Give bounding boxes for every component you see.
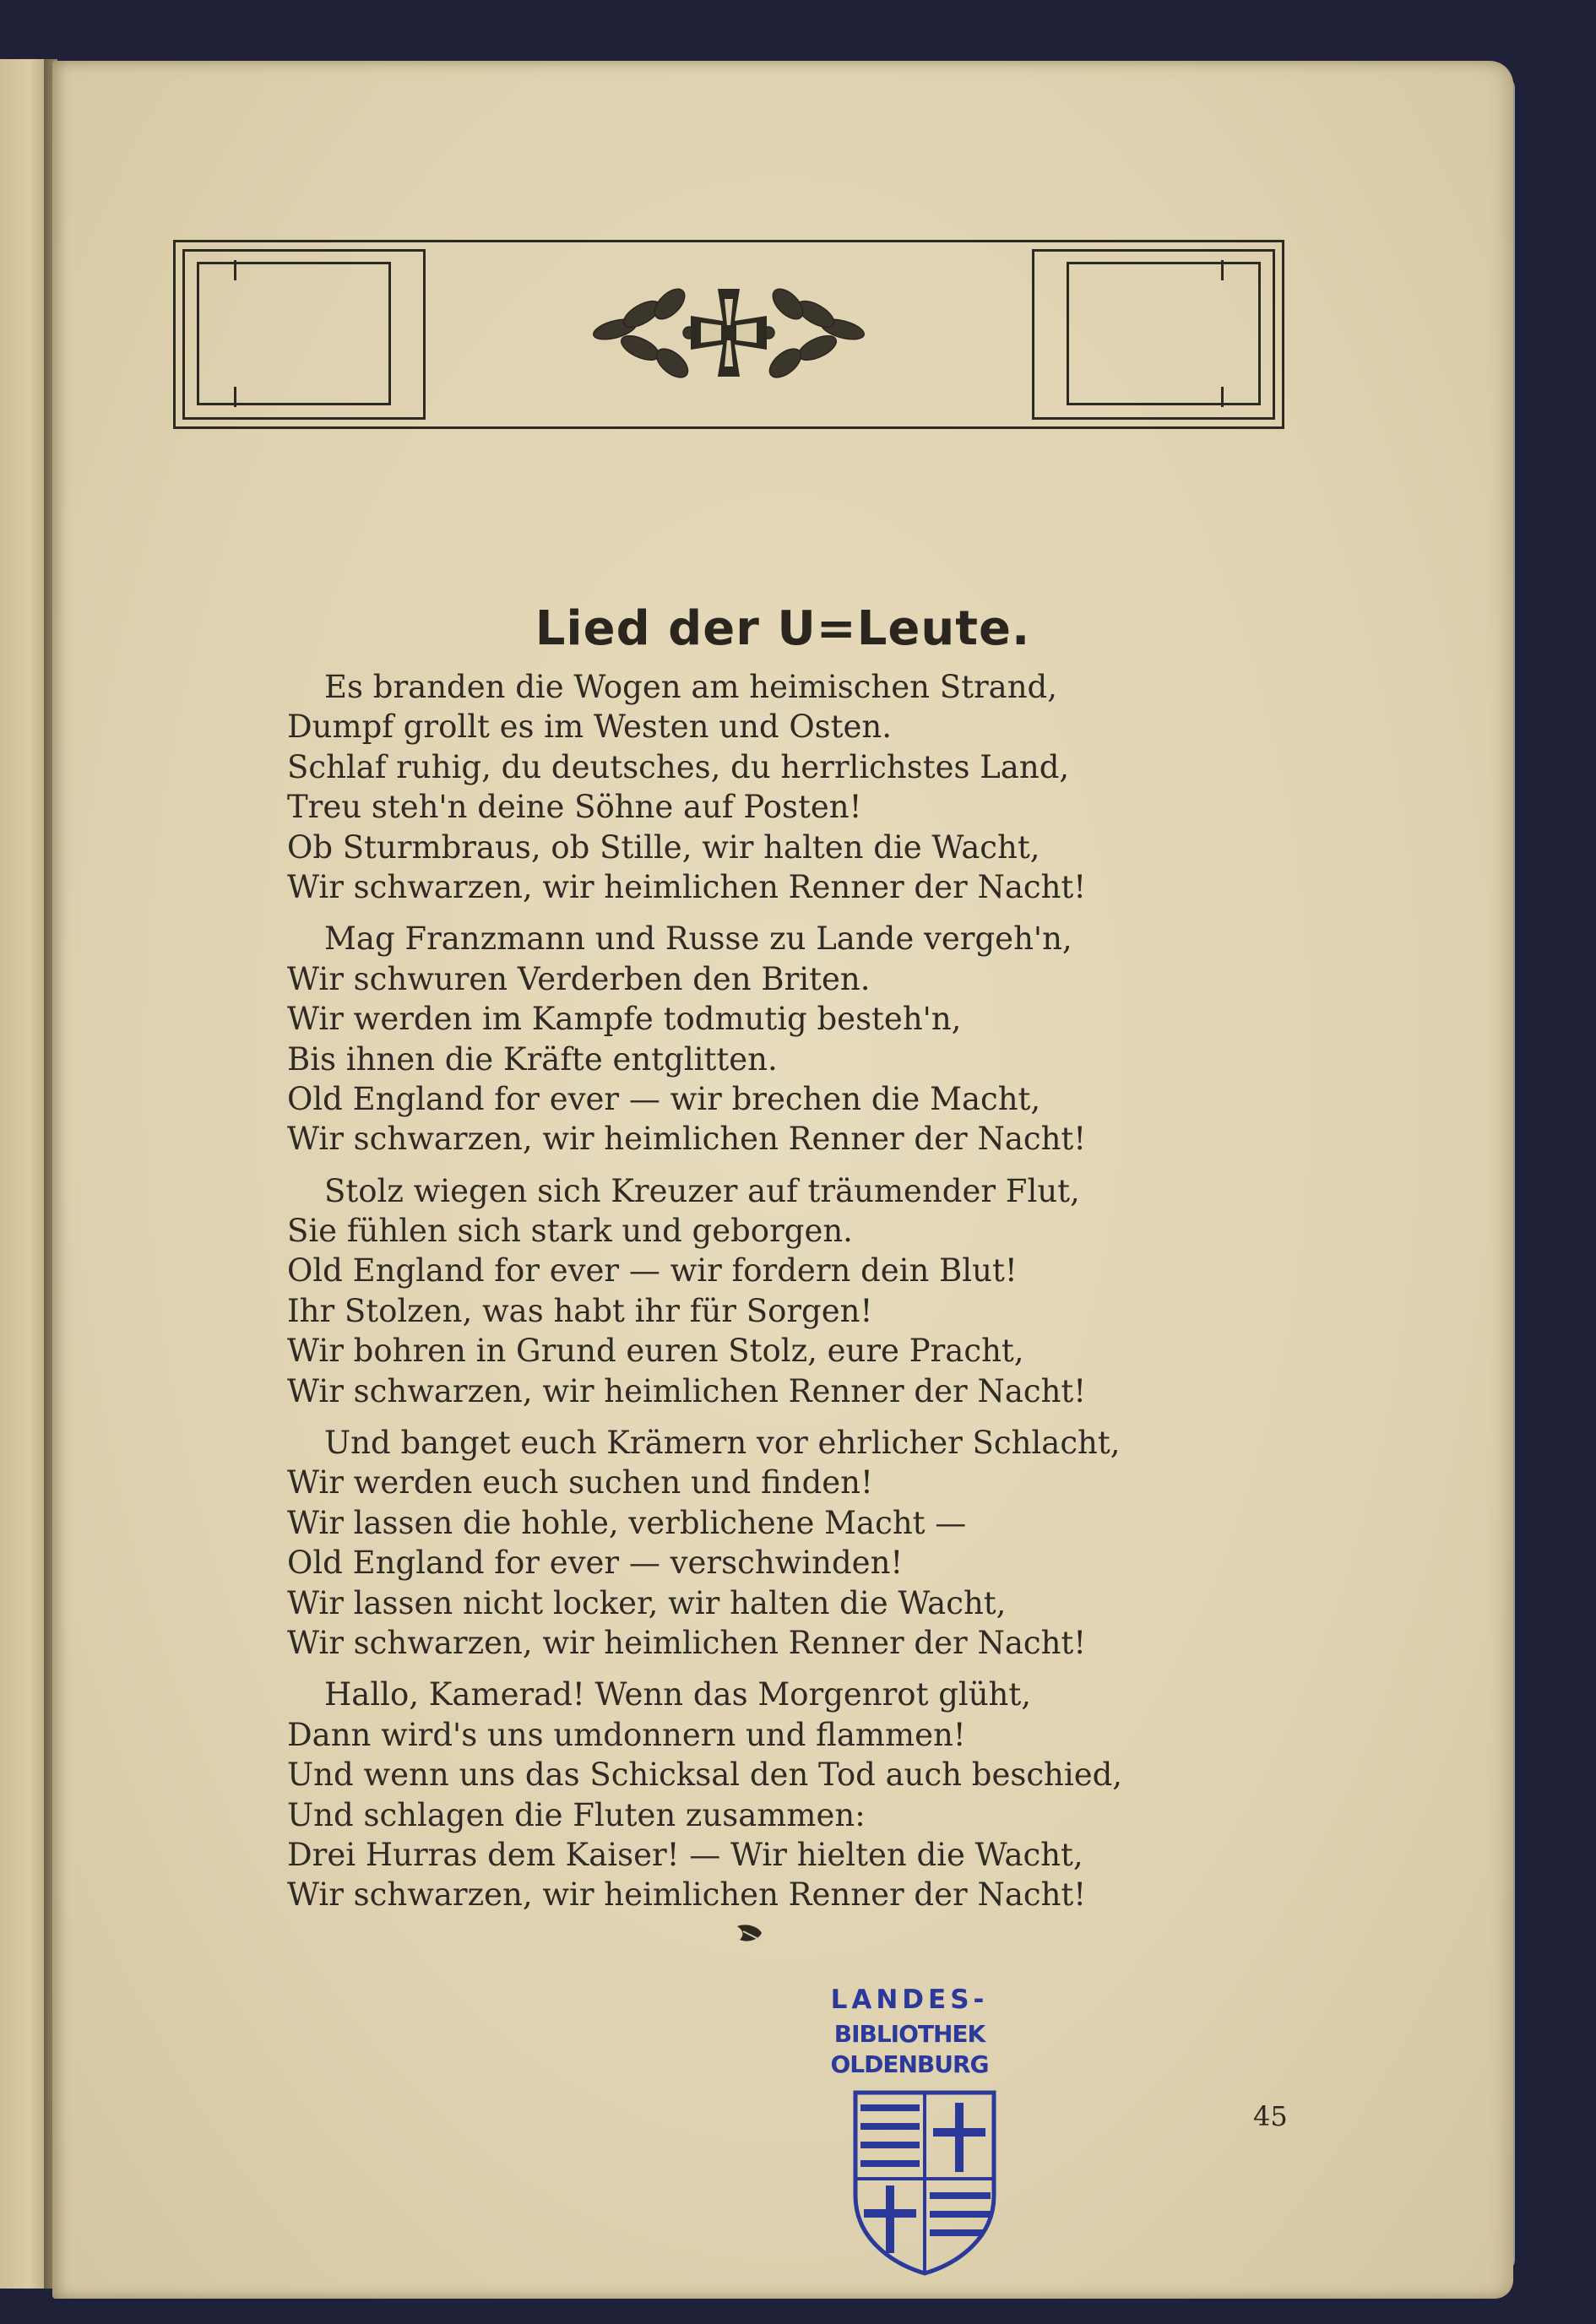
- poem-body: [287, 667, 1351, 1927]
- stanza: [287, 919, 1351, 1159]
- left-bracket-ornament: [182, 249, 426, 420]
- leaf-icon: [735, 1921, 765, 1947]
- stamp-line-1: LANDES-: [830, 1985, 989, 2015]
- right-bracket-inner: [1067, 262, 1261, 405]
- stamp-line-2: BIBLIOTHEK: [833, 2020, 985, 2048]
- poem-line: Wir lassen nicht locker, wir halten die Wacht,: [287, 1584, 1007, 1621]
- poem-line: Drei Hurras dem Kaiser! — Wir hielten die Wacht,: [287, 1836, 1083, 1873]
- poem-line: Bis ihnen die Kräfte entglitten.: [287, 1040, 778, 1078]
- poem-line: Wir werden euch suchen und finden!: [287, 1464, 873, 1501]
- facing-page-edge: [0, 59, 49, 2289]
- decorative-header-frame: [173, 240, 1284, 429]
- poem-line: Sie fühlen sich stark und geborgen.: [287, 1213, 853, 1250]
- iron-cross-oak-wreath-icon: [581, 255, 877, 415]
- stanza: [287, 667, 1351, 907]
- poem-line: Wir schwarzen, wir heimlichen Renner der Nacht!: [287, 1876, 1087, 1914]
- stamp-line-3: OLDENBURG: [830, 2050, 989, 2078]
- poem-line: Wir schwuren Verderben den Briten.: [287, 960, 871, 997]
- poem-line: Wir lassen die hohle, verblichene Macht —: [287, 1504, 967, 1541]
- poem-line: Und banget euch Krämern vor ehrlicher Schlacht,: [324, 1425, 1121, 1462]
- stanza: [287, 1423, 1351, 1663]
- poem-line: Und wenn uns das Schicksal den Tod auch beschied,: [287, 1757, 1123, 1794]
- poem-line: Wir schwarzen, wir heimlichen Renner der Nacht!: [287, 868, 1087, 905]
- poem-line: Treu steh'n deine Söhne auf Posten!: [287, 789, 862, 826]
- poem-line: Stolz wiegen sich Kreuzer auf träumender Flut,: [324, 1172, 1080, 1209]
- poem-line: Hallo, Kamerad! Wenn das Morgenrot glüht,: [324, 1676, 1032, 1713]
- stanza: [287, 1171, 1351, 1411]
- bracket-tick: [234, 387, 236, 407]
- poem-line: Wir schwarzen, wir heimlichen Renner der Nacht!: [287, 1121, 1087, 1158]
- poem-line: Wir schwarzen, wir heimlichen Renner der Nacht!: [287, 1372, 1087, 1409]
- library-stamp: [825, 1976, 1036, 2297]
- poem-line: Dumpf grollt es im Westen und Osten.: [287, 709, 893, 746]
- poem-line: Es branden die Wogen am heimischen Strand,: [324, 669, 1057, 705]
- stanza: [287, 1675, 1351, 1914]
- poem-line: Wir schwarzen, wir heimlichen Renner der Nacht!: [287, 1624, 1087, 1661]
- poem-line: Dann wird's uns umdonnern und flammen!: [287, 1716, 966, 1753]
- page-number: 45: [1253, 2100, 1288, 2132]
- right-bracket-ornament: [1032, 249, 1275, 420]
- bracket-tick: [1221, 387, 1224, 407]
- poem-line: Old England for ever — wir brechen die Macht,: [287, 1080, 1041, 1117]
- poem-line: Und schlagen die Fluten zusammen:: [287, 1796, 866, 1833]
- poem-line: Old England for ever — wir fordern dein Blut!: [287, 1252, 1018, 1290]
- poem-line: Wir werden im Kampfe todmutig besteh'n,: [287, 1001, 962, 1038]
- left-bracket-inner: [197, 262, 391, 405]
- poem-line: Wir bohren in Grund euren Stolz, eure Pracht,: [287, 1333, 1024, 1370]
- poem-line: Ihr Stolzen, was habt ihr für Sorgen!: [287, 1292, 873, 1329]
- bracket-tick: [1221, 260, 1224, 280]
- poem-line: Mag Franzmann und Russe zu Lande vergeh'n,: [324, 920, 1072, 958]
- bracket-tick: [234, 260, 236, 280]
- poem-line: Old England for ever — verschwinden!: [287, 1545, 904, 1582]
- poem-title: Lied der U=Leute.: [535, 601, 1031, 656]
- poem-line: Schlaf ruhig, du deutsches, du herrlichstes Land,: [287, 748, 1070, 785]
- poem-line: Ob Sturmbraus, ob Stille, wir halten die Wacht,: [287, 828, 1040, 866]
- coat-of-arms-icon: [849, 2086, 1001, 2280]
- book-page: [52, 61, 1513, 2299]
